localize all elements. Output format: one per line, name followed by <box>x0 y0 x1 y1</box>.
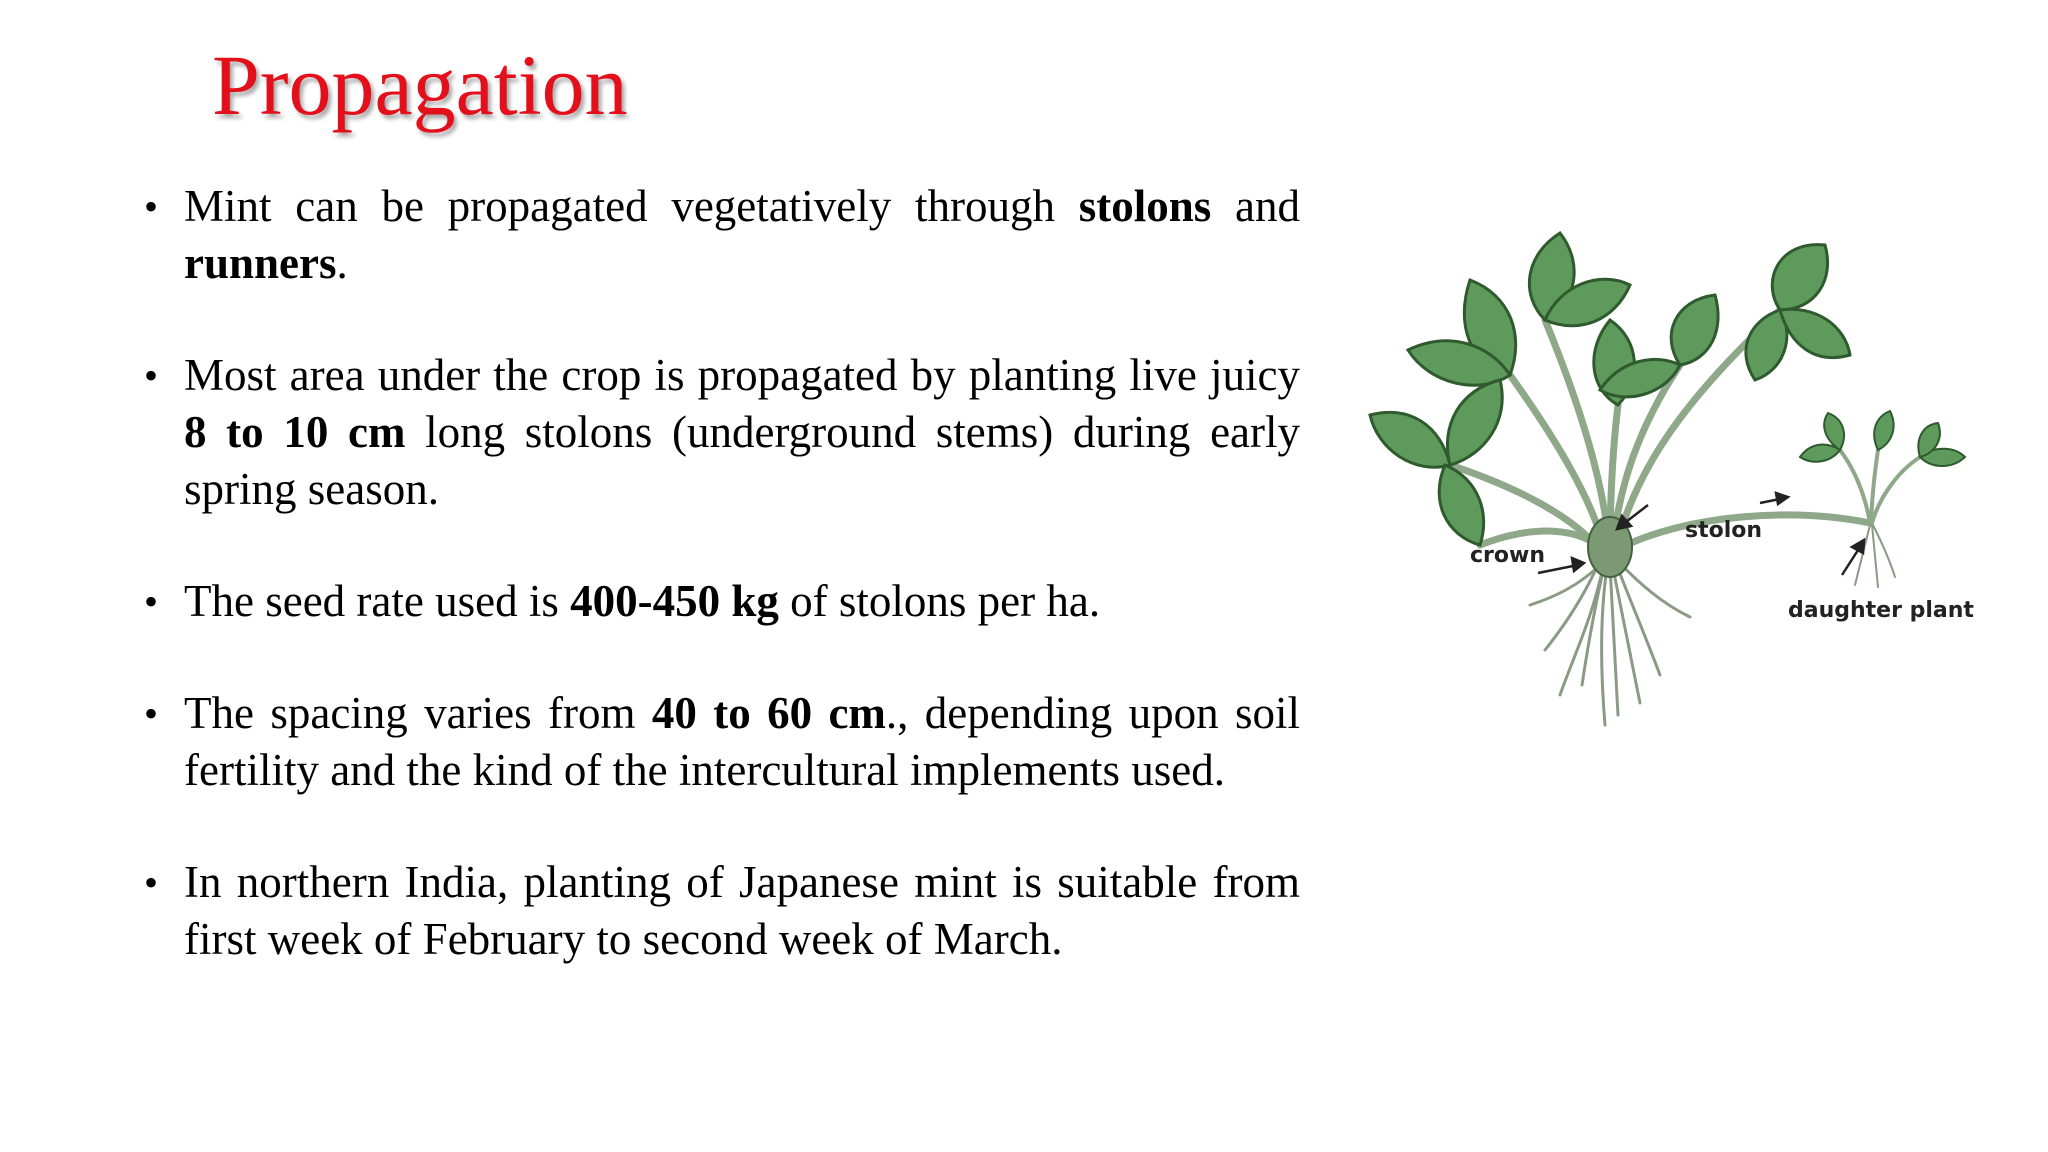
bullet-icon: • <box>144 353 159 398</box>
label-daughter-plant: daughter plant <box>1788 598 1974 623</box>
bullet-item <box>140 347 1300 518</box>
bullet-text: The spacing varies from 40 to 60 cm., depending upon soil fertility and the kind of the intercultural implements used. <box>184 688 1301 795</box>
bullet-icon: • <box>144 579 159 624</box>
bullet-item <box>140 854 1300 968</box>
leaf <box>1874 411 1893 450</box>
roots <box>1530 559 1690 725</box>
bullet-list <box>140 178 1300 1023</box>
mint-plant-illustration <box>1360 225 1980 730</box>
label-stolon: stolon <box>1685 518 1763 543</box>
bullet-icon: • <box>144 860 159 905</box>
leaf <box>1370 412 1450 467</box>
bullet-text: The seed rate used is 400-450 kg of stolons per ha. <box>184 576 1101 626</box>
bullet-item <box>140 178 1300 292</box>
bullet-icon: • <box>144 184 159 229</box>
bullet-text: In northern India, planting of Japanese mint is suitable from first week of February to second week of March. <box>184 857 1300 964</box>
daughter-plant <box>1800 411 1965 587</box>
bullet-icon: • <box>144 691 159 736</box>
bullet-item <box>140 573 1300 630</box>
leaf <box>1671 295 1718 365</box>
slide-title: Propagation <box>212 37 628 133</box>
bullet-item <box>140 685 1300 799</box>
bullet-text: Mint can be propagated vegetatively through stolons and runners. <box>184 181 1301 288</box>
leaf <box>1746 310 1787 380</box>
leaf <box>1772 245 1827 310</box>
leaf <box>1800 445 1840 462</box>
bullet-text: Most area under the crop is propagated by planting live juicy 8 to 10 cm long stolons (underground stems) during early spring season. <box>184 350 1301 514</box>
label-crown: crown <box>1470 543 1545 568</box>
leaf <box>1447 380 1502 465</box>
leaf <box>1780 309 1850 357</box>
